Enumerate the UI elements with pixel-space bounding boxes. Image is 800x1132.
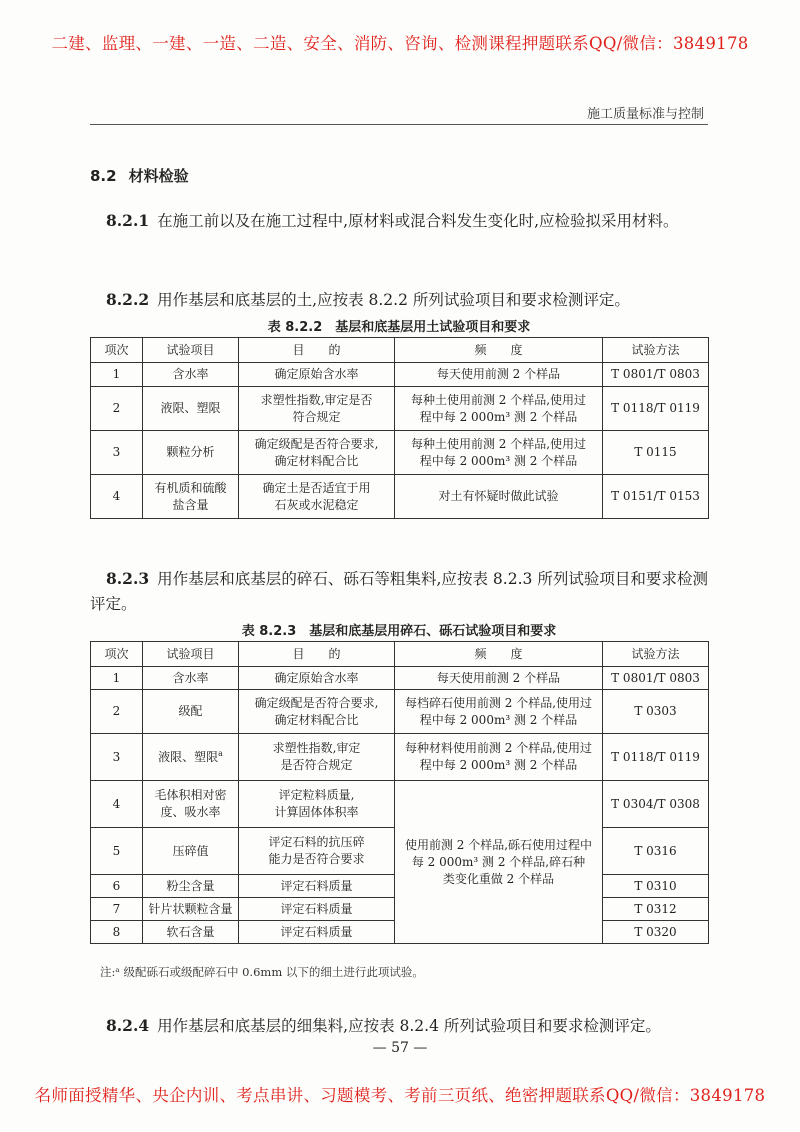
clause-text: 用作基层和底基层的细集料,应按表 8.2.4 所列试验项目和要求检测评定。: [157, 1017, 661, 1035]
table-cell: 求塑性指数,审定 是否符合规定: [239, 734, 395, 781]
table-cell: T 0801/T 0803: [603, 667, 709, 690]
table-8-2-2: [90, 337, 709, 519]
table-cell: 每种材料使用前测 2 个样品,使用过 程中每 2 000m³ 测 2 个样品: [395, 734, 603, 781]
table-cell: 含水率: [143, 667, 239, 690]
header-cell: 试验方法: [603, 642, 709, 667]
table-row: [91, 734, 709, 781]
header-cell: 目 的: [239, 642, 395, 667]
clause-8-2-4: [90, 1013, 708, 1039]
table-cell: T 0151/T 0153: [603, 475, 709, 519]
clause-number: 8.2.3: [106, 569, 150, 588]
table-cell: 每天使用前测 2 个样品: [395, 667, 603, 690]
table-footnote: 注:ᵃ 级配砾石或级配碎石中 0.6mm 以下的细土进行此项试验。: [100, 965, 424, 979]
clause-8-2-1: [90, 208, 708, 234]
top-advertisement-banner: 二建、监理、一建、一造、二造、安全、消防、咨询、检测课程押题联系QQ/微信：3849178: [51, 34, 749, 53]
table-cell: 确定土是否适宜于用 石灰或水泥稳定: [239, 475, 395, 519]
table-cell: 每种土使用前测 2 个样品,使用过 程中每 2 000m³ 测 2 个样品: [395, 431, 603, 475]
table-cell: T 0310: [603, 875, 709, 898]
table-cell: 软石含量: [143, 921, 239, 944]
header-rule: [90, 124, 708, 125]
table-cell: 3: [91, 431, 143, 475]
page-number: — 57 —: [372, 1040, 428, 1056]
clause-number: 8.2.4: [106, 1016, 150, 1035]
table-cell: 1: [91, 363, 143, 387]
table-cell: 每档碎石使用前测 2 个样品,使用过 程中每 2 000m³ 测 2 个样品: [395, 690, 603, 734]
table-cell: 6: [91, 875, 143, 898]
merged-frequency-cell: 使用前测 2 个样品,砾石使用过程中 每 2 000m³ 测 2 个样品,碎石种 类变化重做 2 个样品: [395, 781, 603, 944]
clause-text: 在施工前以及在施工过程中,原材料或混合料发生变化时,应检验拟采用材料。: [157, 212, 679, 230]
table-cell: 含水率: [143, 363, 239, 387]
table-cell: 确定原始含水率: [239, 667, 395, 690]
table-row: [91, 387, 709, 431]
table-cell: T 0118/T 0119: [603, 734, 709, 781]
table-8-2-3: [90, 641, 709, 944]
header-cell: 试验项目: [143, 338, 239, 363]
table-row: [91, 781, 709, 828]
table-cell: 每天使用前测 2 个样品: [395, 363, 603, 387]
table-cell: 确定原始含水率: [239, 363, 395, 387]
table-cell: [143, 734, 239, 781]
table-cell: 有机质和硫酸 盐含量: [143, 475, 239, 519]
table-cell: 级配: [143, 690, 239, 734]
table-row: [91, 431, 709, 475]
table-cell: 毛体积相对密 度、吸水率: [143, 781, 239, 828]
table-8-2-3-caption: 表 8.2.3 基层和底基层用碎石、砾石试验项目和要求: [241, 624, 557, 639]
table-row: [91, 690, 709, 734]
table-cell: 评定石料质量: [239, 875, 395, 898]
table-cell: T 0801/T 0803: [603, 363, 709, 387]
table-8-2-2-caption: 表 8.2.2 基层和底基层用土试验项目和要求: [267, 320, 531, 335]
clause-text: 用作基层和底基层的碎石、砾石等粗集料,应按表 8.2.3 所列试验项目和要求检测评定。: [90, 570, 708, 613]
table-row: [91, 667, 709, 690]
table-cell: 粉尘含量: [143, 875, 239, 898]
clause-8-2-3: [90, 566, 708, 617]
header-cell: 试验项目: [143, 642, 239, 667]
table-cell: 求塑性指数,审定是否 符合规定: [239, 387, 395, 431]
table-cell-text: 液限、塑限: [158, 749, 219, 764]
table-header-row: [91, 642, 709, 667]
table-cell: 2: [91, 387, 143, 431]
table-cell: 颗粒分析: [143, 431, 239, 475]
table-cell: 2: [91, 690, 143, 734]
table-cell: 每种土使用前测 2 个样品,使用过 程中每 2 000m³ 测 2 个样品: [395, 387, 603, 431]
clause-8-2-2: [90, 287, 708, 313]
section-title: [90, 165, 189, 186]
table-row: [91, 363, 709, 387]
table-cell: 评定石料的抗压碎 能力是否符合要求: [239, 828, 395, 875]
table-cell: T 0304/T 0308: [603, 781, 709, 828]
table-cell: 1: [91, 667, 143, 690]
table-cell: T 0303: [603, 690, 709, 734]
table-cell: T 0115: [603, 431, 709, 475]
footnote-mark: a: [218, 748, 223, 758]
clause-number: 8.2.1: [106, 211, 150, 230]
running-header: 施工质量标准与控制: [586, 107, 704, 122]
table-cell: 压碎值: [143, 828, 239, 875]
table-header-row: [91, 338, 709, 363]
table-cell: 4: [91, 781, 143, 828]
section-number: 8.2: [90, 167, 117, 185]
table-cell: T 0316: [603, 828, 709, 875]
clause-number: 8.2.2: [106, 290, 150, 309]
table-cell: 对土有怀疑时做此试验: [395, 475, 603, 519]
table-cell: 评定粒料质量, 计算固体体积率: [239, 781, 395, 828]
header-cell: 试验方法: [603, 338, 709, 363]
header-cell: 项次: [91, 338, 143, 363]
table-cell: T 0312: [603, 898, 709, 921]
bottom-advertisement-banner: 名师面授精华、央企内训、考点串讲、习题模考、考前三页纸、绝密押题联系QQ/微信：3849178: [34, 1086, 766, 1105]
section-title-text: 材料检验: [128, 167, 189, 185]
table-cell: 8: [91, 921, 143, 944]
header-cell: 频 度: [395, 338, 603, 363]
header-cell: 项次: [91, 642, 143, 667]
table-cell: 5: [91, 828, 143, 875]
header-cell: 目 的: [239, 338, 395, 363]
table-row: [91, 475, 709, 519]
table-cell: 4: [91, 475, 143, 519]
clause-text: 用作基层和底基层的土,应按表 8.2.2 所列试验项目和要求检测评定。: [157, 291, 630, 309]
table-cell: T 0118/T 0119: [603, 387, 709, 431]
header-cell: 频 度: [395, 642, 603, 667]
table-cell: 评定石料质量: [239, 921, 395, 944]
table-cell: 评定石料质量: [239, 898, 395, 921]
table-cell: 液限、塑限: [143, 387, 239, 431]
table-cell: 3: [91, 734, 143, 781]
table-cell: 确定级配是否符合要求, 确定材料配合比: [239, 690, 395, 734]
table-cell: 7: [91, 898, 143, 921]
table-cell: 确定级配是否符合要求, 确定材料配合比: [239, 431, 395, 475]
table-cell: 针片状颗粒含量: [143, 898, 239, 921]
table-cell: T 0320: [603, 921, 709, 944]
